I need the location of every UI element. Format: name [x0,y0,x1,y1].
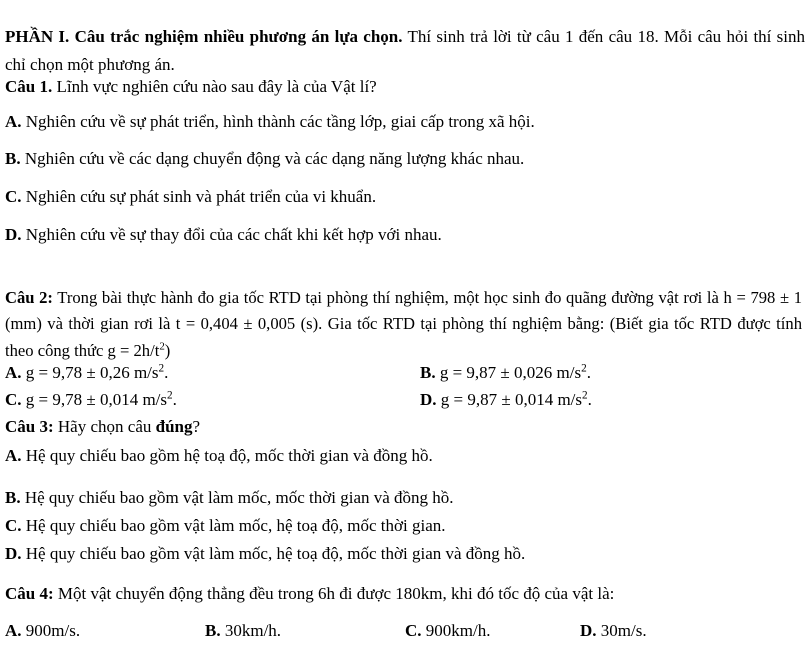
question-1-option-c[interactable] [5,188,376,205]
question-1-option-b[interactable] [5,150,524,167]
option-label: D. [5,544,22,563]
option-label: C. [5,390,22,409]
section-heading-bold: PHẦN I. Câu trắc nghiệm nhiều phương án lựa chọn. [5,27,403,46]
question-2-option-a[interactable] [5,363,168,383]
question-2-option-c[interactable] [5,390,177,410]
question-2-label: Câu 2: [5,287,53,307]
option-text: Hệ quy chiếu bao gồm hệ toạ độ, mốc thời gian và đồng hồ. [21,446,433,465]
question-3-text-tail: ? [192,417,201,436]
option-label: A. [5,112,22,131]
question-4-option-d[interactable] [580,621,647,641]
question-3-option-d[interactable] [5,545,525,562]
option-label: B. [420,363,436,382]
question-4-prompt [5,585,614,602]
question-1-label: Câu 1. [5,77,53,96]
option-exponent: 2 [167,389,173,402]
question-1-prompt [5,78,377,95]
option-label: C. [5,516,22,535]
option-label: B. [205,621,221,640]
option-text: 30m/s. [596,621,647,640]
option-text: 900m/s. [21,621,81,640]
option-text-tail: . [586,363,591,382]
question-2-exponent: 2 [159,340,165,353]
question-4-label: Câu 4: [5,584,54,603]
option-label: D. [5,225,22,244]
option-text-tail: . [164,363,169,382]
question-4-option-a[interactable] [5,621,80,641]
question-3-prompt [5,418,200,435]
option-text: g = 9,78 ± 0,014 m/s [21,390,168,409]
option-label: B. [5,488,21,507]
option-text: Nghiên cứu sự phát sinh và phát triển của vi khuẩn. [21,187,377,206]
section-heading [5,23,805,78]
option-label: A. [5,621,22,640]
option-exponent: 2 [581,362,587,375]
option-text: Nghiên cứu về sự thay đổi của các chất khi kết hợp với nhau. [21,225,442,244]
question-2-option-b[interactable] [420,363,591,383]
option-label: D. [420,390,437,409]
option-label: D. [580,621,597,640]
question-4-text: Một vật chuyển động thẳng đều trong 6h đi được 180km, khi đó tốc độ của vật là: [53,584,615,603]
option-text: Nghiên cứu về các dạng chuyển động và các dạng năng lượng khác nhau. [20,149,525,168]
option-text: Hệ quy chiếu bao gồm vật làm mốc, hệ toạ độ, mốc thời gian. [21,516,446,535]
option-text: g = 9,87 ± 0,026 m/s [435,363,582,382]
option-label: B. [5,149,21,168]
question-2-option-d[interactable] [420,390,592,410]
question-1-option-a[interactable] [5,113,535,130]
option-text: 900km/h. [421,621,491,640]
question-3-label: Câu 3: [5,417,54,436]
question-2-text: Trong bài thực hành đo gia tốc RTD tại phòng thí nghiệm, một học sinh đo quãng đường vật rơi là h = 798 ± 1 (mm) và thời gian rơi là t = 0,404 ± 0,005 (s). Gia tốc RTD tại phòng thí nghiệm bằng: (Biết gia tốc RTD được tính theo công thức g = 2h/t [5,287,802,360]
option-text: Nghiên cứu về sự phát triển, hình thành các tầng lớp, giai cấp trong xã hội. [21,112,535,131]
question-3-option-c[interactable] [5,517,446,534]
question-2-text-tail: ) [164,341,171,360]
option-text: 30km/h. [220,621,282,640]
question-4-option-c[interactable] [405,621,490,641]
question-2-prompt [5,285,802,365]
option-exponent: 2 [582,389,588,402]
option-text: Hệ quy chiếu bao gồm vật làm mốc, mốc thời gian và đồng hồ. [20,488,454,507]
option-text-tail: . [587,390,592,409]
option-label: C. [5,187,22,206]
question-3-text: Hãy chọn câu [53,417,156,436]
question-1-option-d[interactable] [5,226,442,243]
section-heading-rest: Thí sinh trả lời từ câu 1 đến câu 18. Mỗi câu hỏi thí sinh chỉ chọn một phương án. [5,27,806,74]
question-3-option-b[interactable] [5,489,454,506]
option-text: Hệ quy chiếu bao gồm vật làm mốc, hệ toạ độ, mốc thời gian và đồng hồ. [21,544,526,563]
option-text-tail: . [172,390,177,409]
question-3-emphasis: đúng [155,417,193,436]
question-3-option-a[interactable] [5,447,433,464]
option-text: g = 9,78 ± 0,26 m/s [21,363,159,382]
option-text: g = 9,87 ± 0,014 m/s [436,390,583,409]
option-label: A. [5,363,22,382]
question-4-option-b[interactable] [205,621,281,641]
option-label: A. [5,446,22,465]
option-exponent: 2 [158,362,165,375]
question-1-text: Lĩnh vực nghiên cứu nào sau đây là của Vật lí? [52,77,377,96]
option-label: C. [405,621,422,640]
